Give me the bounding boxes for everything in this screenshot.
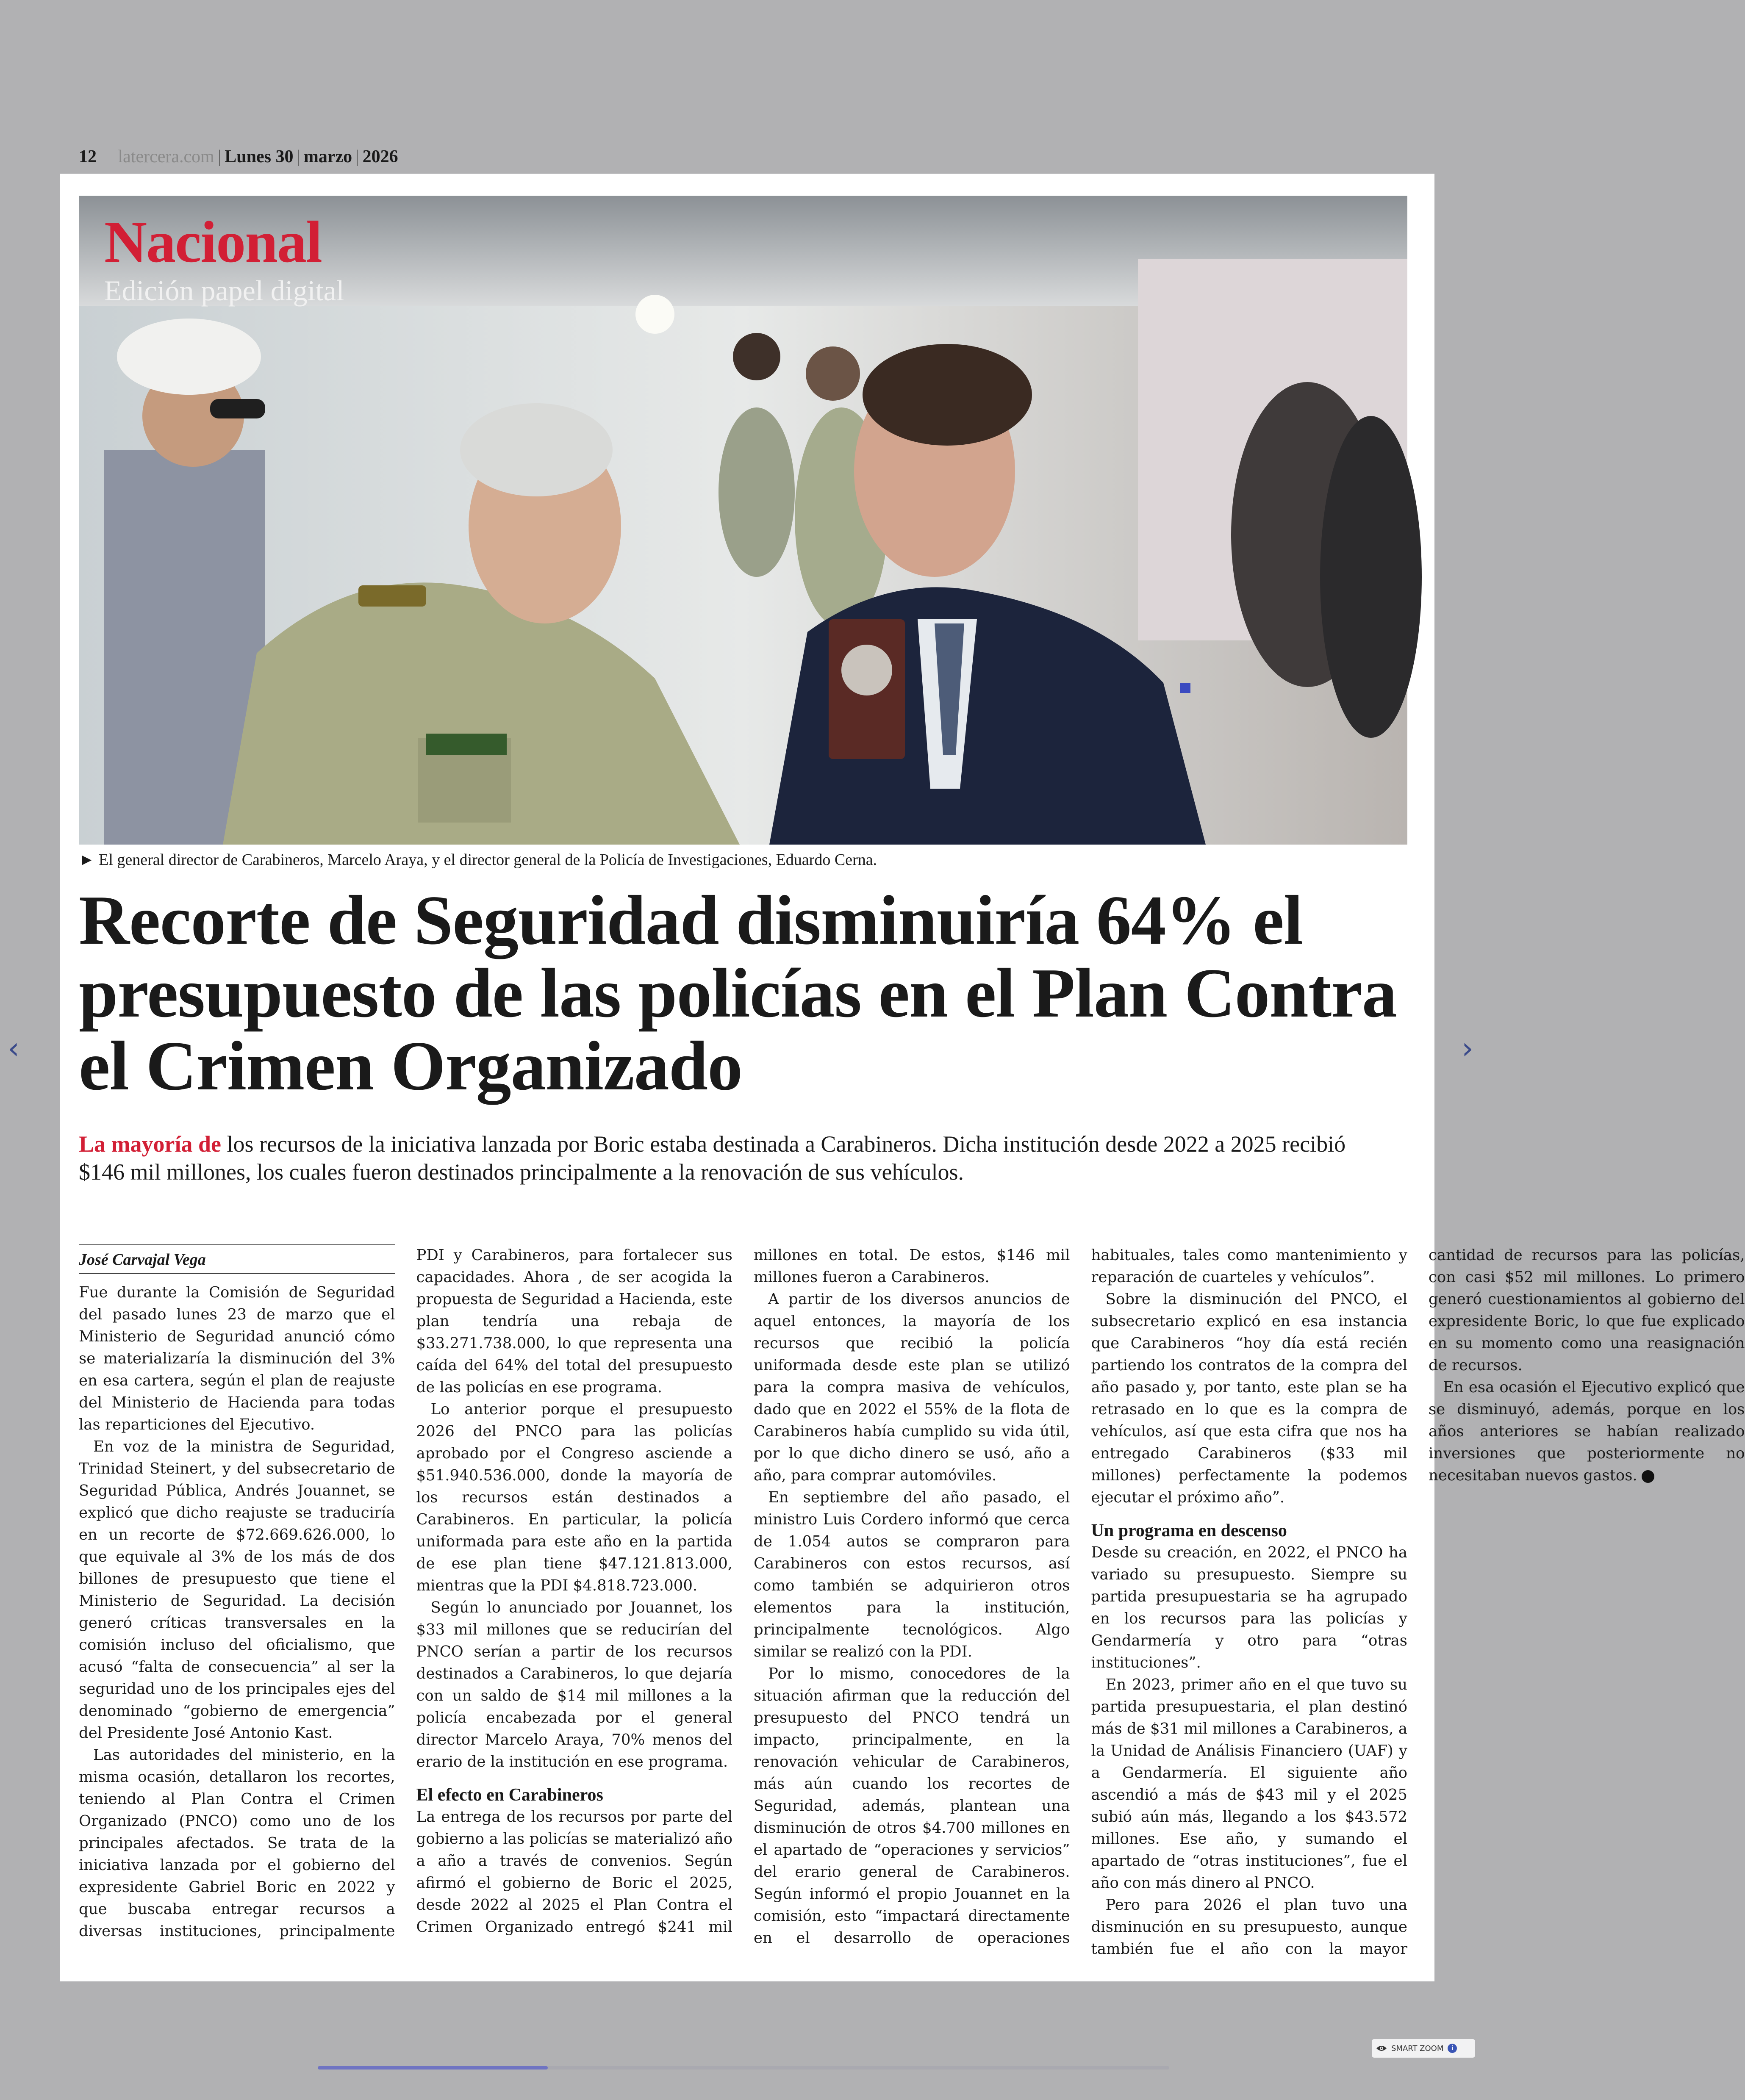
- folio-separator: |: [297, 147, 300, 166]
- article-body: [79, 1244, 1745, 1960]
- headline: Recorte de Seguridad disminuiría 64% el presupuesto de las policías en el Plan Contra el Crimen Organizado: [79, 881, 1397, 1105]
- info-icon[interactable]: i: [1448, 2044, 1457, 2053]
- reading-progress-fill: [318, 2066, 548, 2070]
- previous-page-arrow-icon[interactable]: ‹: [8, 1031, 19, 1066]
- newspaper-page: [60, 174, 1745, 1981]
- dek: [79, 1130, 1384, 1186]
- body-paragraph-text: En esa ocasión el Ejecutivo explicó que se disminuyó, además, porque en los años anteriores se habían realizado inversiones que posteriormente no necesitaban nuevos gastos.: [1429, 1379, 1745, 1484]
- section-edition: Edición papel digital: [104, 274, 344, 307]
- body-paragraph: Las autoridades del ministerio, en la misma ocasión, detallaron los recortes, teniendo al Plan Contra el Crimen Organizado (PNCO) como uno de los principales afectados. Se trata de la iniciativa lanzada por el gobierno del expresidente Gabriel Boric en 2022 y que buscaba entregar recursos a diversas instituciones, principalmente PDI y Carabineros, para fortalecer sus capacidades. Ahora , de ser acogida la propuesta de Seguridad a Hacienda, este plan tendría una rebaja de $33.271.738.000, lo que representa una caída del 64% del total del presupuesto de las policías en ese programa.: [79, 1247, 732, 1940]
- body-paragraph: A partir de los diversos anuncios de aquel entonces, la mayoría de los recursos que recibió la policía uniformada desde este plan se utilizó para la compra masiva de vehículos, dado que en 2022 el 55% de la flota de Carabineros había cumplido su vida útil, por lo que dicho dinero se usó, año a año, para comprar automóviles.: [754, 1291, 1070, 1484]
- body-paragraph: En voz de la ministra de Seguridad, Trinidad Steinert, y del subsecretario de Seguridad Pública, Andrés Jouannet, se explicó que dicho reajuste se traduciría en un recorte de $72.669.626.000, lo que equivale al 3% de los más de dos billones de presupuesto que tiene el Ministerio de Seguridad. La decisión generó críticas transversales en la comisión incluso del oficialismo, que acusó “falta de consecuencia” al ser la seguridad uno de los principales ejes del denominado “gobierno de emergencia” del Presidente José Antonio Kast.: [79, 1438, 395, 1742]
- body-paragraph: Lo anterior porque el presupuesto 2026 del PNCO para las policías aprobado por el Congreso asciende a $51.940.536.000, donde la mayoría de los recursos están destinados a Carabineros. En particular, la policía uniformada para este año en la partida de ese plan tiene $47.121.813.000, mientras que la PDI $4.818.723.000.: [416, 1401, 732, 1594]
- smart-zoom-button[interactable]: [1372, 2039, 1475, 2058]
- body-paragraph: Desde su creación, en 2022, el PNCO ha variado su presupuesto. Siempre su partida presupuestaria se ha agrupado en los recursos para las policías y Gendarmería y otro para “otras instituciones”.: [1091, 1544, 1407, 1671]
- dek-text: los recursos de la iniciativa lanzada por Boric estaba destinada a Carabineros. Dicha institución desde 2022 a 2025 recibió $146 mil millones, los cuales fueron destinados principalmente a la renovación de sus vehículos.: [79, 1131, 1346, 1185]
- body-paragraph: Fue durante la Comisión de Seguridad del pasado lunes 23 de marzo que el Ministerio de Seguridad anunció cómo se materializaría la disminución del 3% en esa cartera, según el plan de reajuste del Ministerio de Hacienda para todas las reparticiones del Ejecutivo.: [79, 1284, 395, 1433]
- eye-icon: [1376, 2045, 1387, 2052]
- dek-lead: La mayoría de: [79, 1131, 221, 1157]
- folio-separator: |: [355, 147, 359, 166]
- byline: José Carvajal Vega: [79, 1244, 395, 1274]
- folio-separator: |: [217, 147, 222, 166]
- body-paragraph: Pero para 2026 el plan tuvo una disminución en su presupuesto, aunque también fue el año con la mayor cantidad de recursos para las policías, con casi $52 mil millones. Lo primero generó cuestionamientos al gobierno del expresidente Boric, lo que fue explicado en su momento como una reasignación de recursos.: [1091, 1247, 1745, 1958]
- subhead-programa: Un programa en descenso: [1091, 1521, 1287, 1540]
- page-folio: [79, 147, 398, 172]
- body-paragraph: En 2023, primer año en el que tuvo su partida presupuestaria, el plan destinó más de $31 mil millones a Carabineros, a la Unidad de Análisis Financiero (UAF) y a Gendarmería. El siguiente año ascendió a más de $43 mil y el 2025 subió aún más, llegando a los $43.572 millones. Ese año, y sumando el apartado de “otras instituciones”, fue el año con más dinero al PNCO.: [1091, 1676, 1407, 1892]
- lead-photo[interactable]: [79, 196, 1407, 845]
- body-paragraph: En septiembre del año pasado, el ministro Luis Cordero informó que cerca de 1.054 autos se compraron para Carabineros con estos recursos, así como también se adquirieron otros elementos para la institución, principalmente tecnológicos. Algo similar se realizó con la PDI.: [754, 1489, 1070, 1660]
- smart-zoom-label: SMART ZOOM: [1391, 2044, 1444, 2053]
- next-page-arrow-icon[interactable]: ›: [1462, 1031, 1473, 1066]
- photo-caption: ► El general director de Carabineros, Marcelo Araya, y el director general de la Policía de Investigaciones, Eduardo Cerna.: [79, 851, 877, 869]
- subhead-carabineros: El efecto en Carabineros: [416, 1785, 603, 1805]
- folio-year: 2026: [362, 147, 398, 166]
- site-name: latercera.com: [118, 147, 214, 166]
- body-paragraph: Por lo mismo, conocedores de la situación afirman que la reducción del presupuesto del PNCO tendrá un impacto, principalmente, en la renovación vehicular de Carabineros, más aún cuando los recortes de Seguridad, además, plantean una disminución de otros $4.700 millones en el apartado de “operaciones y servicios” del erario general de Carabineros. Según informó el propio Jouannet en la comisión, esto “impactará directamente en el desarrollo de operaciones habituales, tales como mantenimiento y reparación de cuarteles y vehículos”.: [754, 1247, 1407, 1947]
- reading-progress-bar[interactable]: [318, 2066, 1169, 2070]
- body-paragraph: La entrega de los recursos por parte del gobierno a las policías se materializó año a año a través de convenios. Según afirmó el gobierno de Boric el 2025, desde 2022 al 2025 el Plan Contra el Crimen Organizado entregó $241 mil millones en total. De estos, $146 mil millones fueron a Carabineros.: [416, 1247, 1070, 1936]
- page-number: 12: [79, 147, 97, 166]
- end-mark-icon: [1642, 1470, 1654, 1483]
- body-paragraph: Sobre la disminución del PNCO, el subsecretario explicó en esa instancia que Carabineros “hoy día está recién partiendo los contratos de la compra del año pasado y, por tanto, este plan se ha retrasado en lo que es la compra de vehículos, así que esta cifra que nos ha entregado Carabineros ($33 mil millones) perfectamente la podemos ejecutar el próximo año”.: [1091, 1291, 1407, 1506]
- folio-month: marzo: [303, 147, 352, 166]
- body-paragraph: Según lo anunciado por Jouannet, los $33 mil millones que se reducirían del PNCO serían a partir de los recursos destinados a Carabineros, lo que dejaría con un saldo de $14 mil millones a la policía encabezada por el general director Marcelo Araya, 70% menos del erario de la institución en ese programa.: [416, 1599, 732, 1770]
- body-paragraph-last: [1429, 1377, 1745, 1487]
- section-name: Nacional: [104, 209, 322, 275]
- folio-day: Lunes 30: [225, 147, 294, 166]
